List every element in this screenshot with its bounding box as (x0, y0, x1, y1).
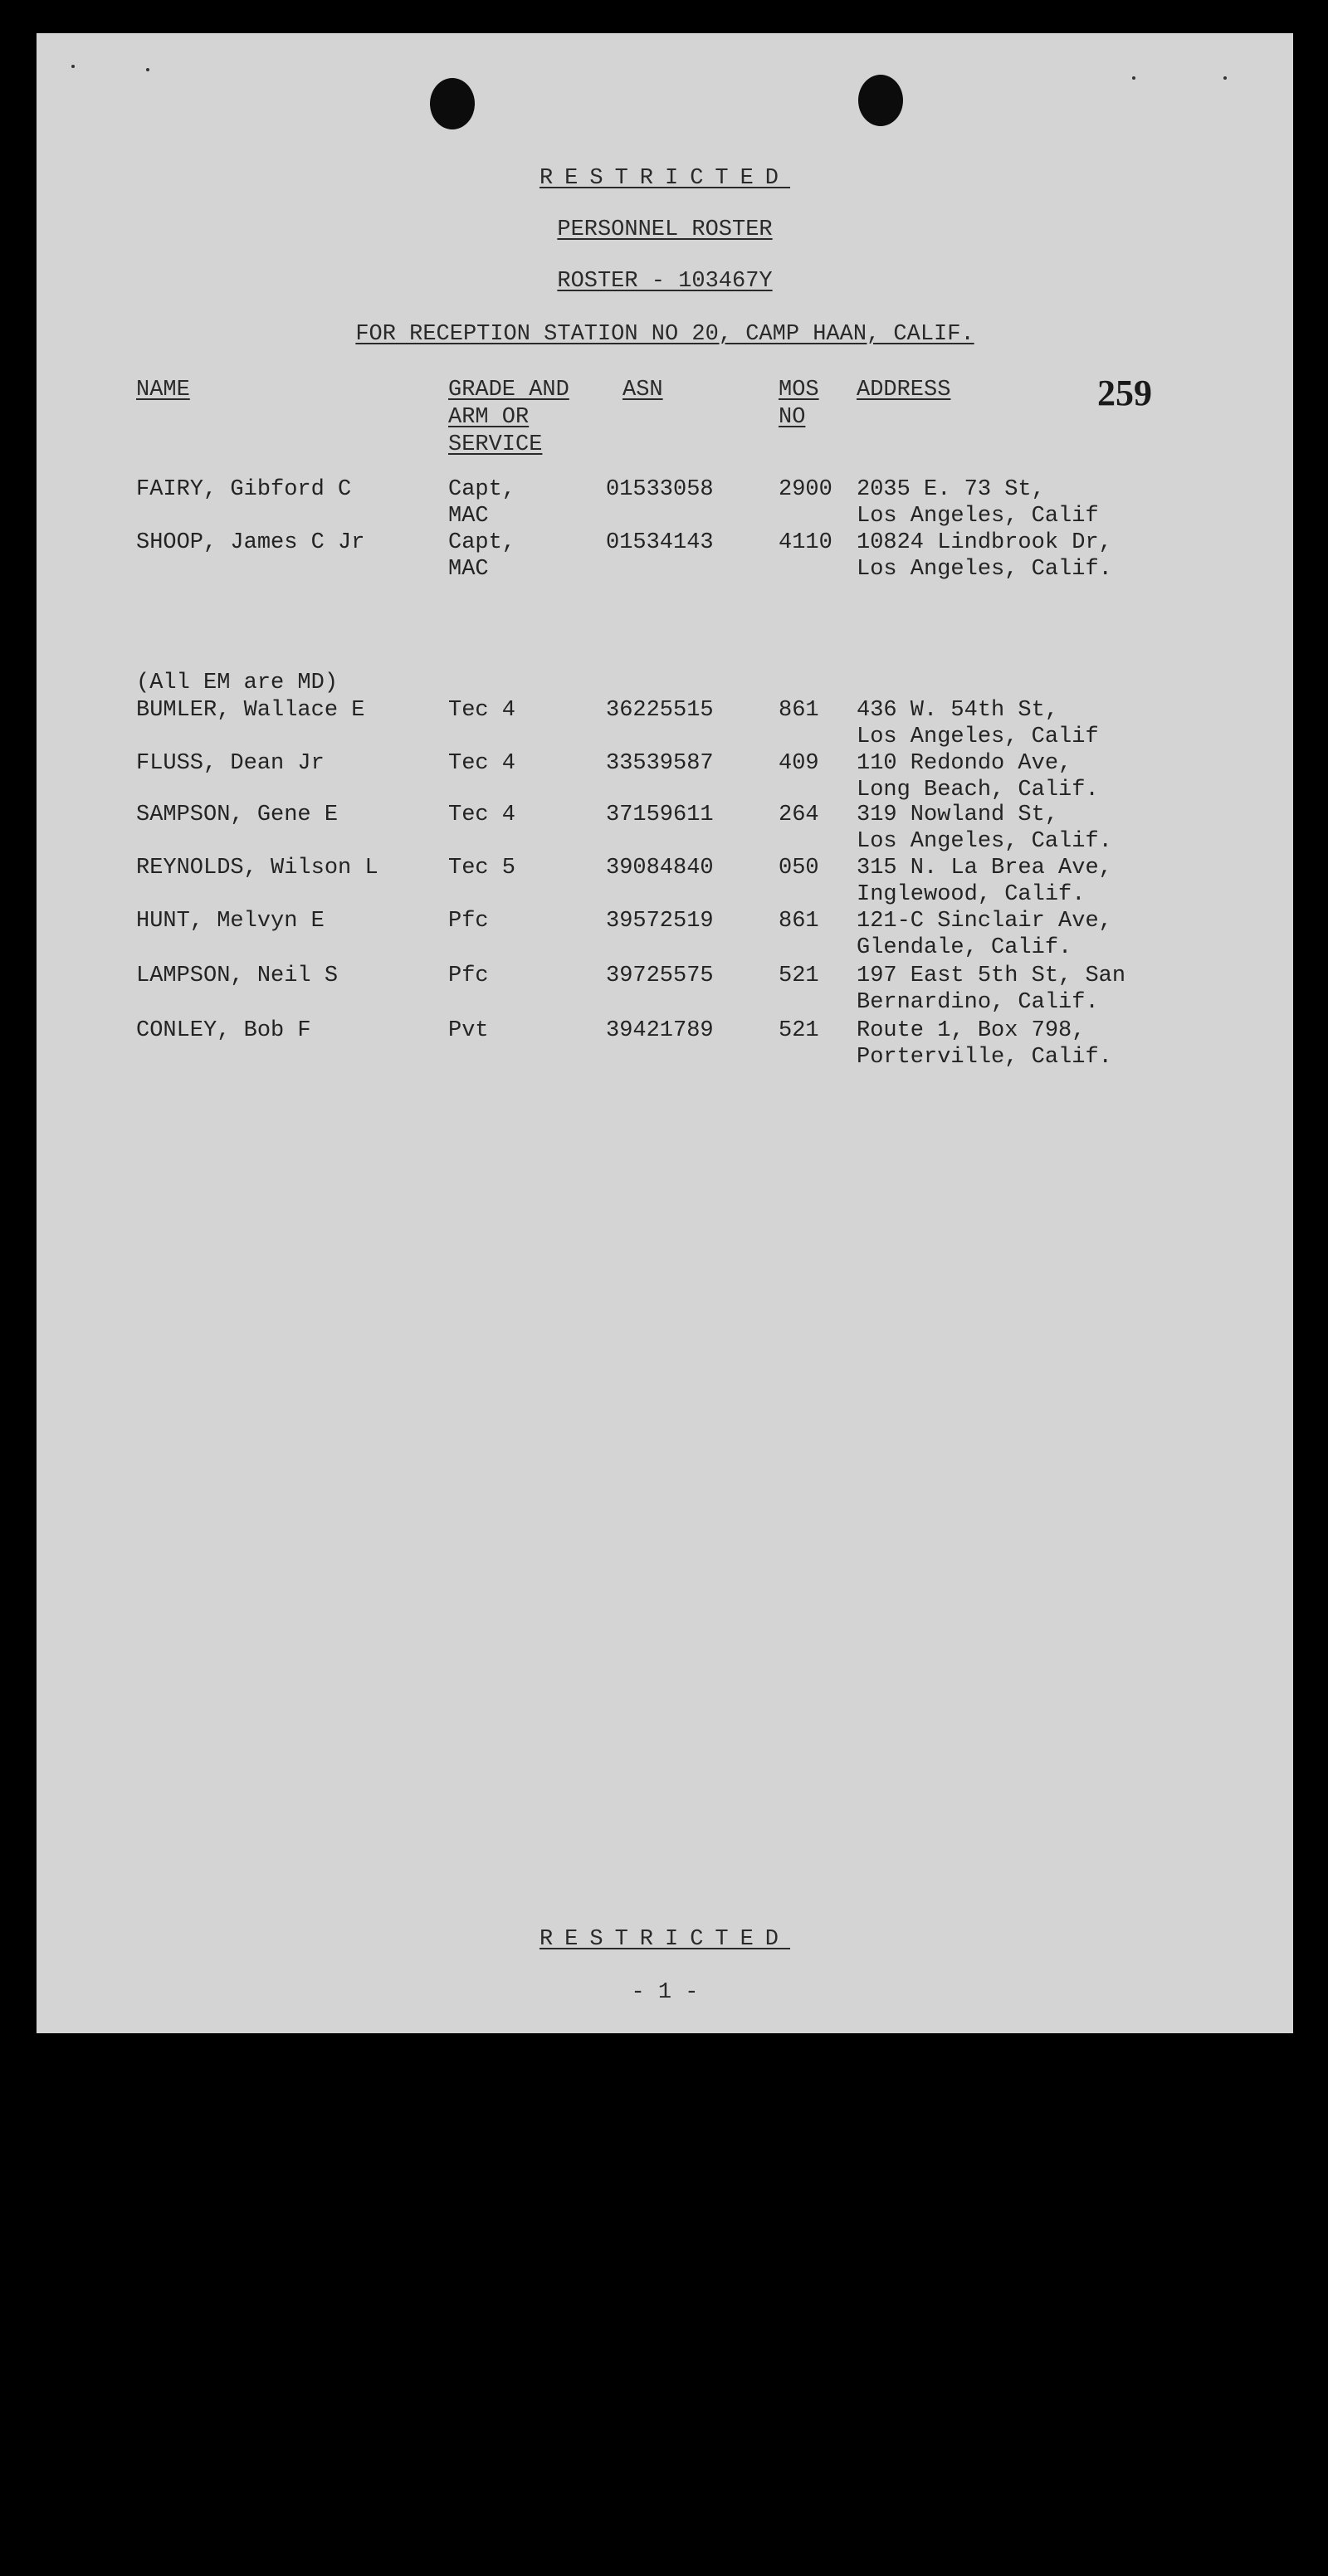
column-header-asn: ASN (622, 378, 663, 402)
cell-mos: 409 (779, 751, 819, 776)
table-row (37, 1017, 1293, 1071)
roster-title: PERSONNEL ROSTER (557, 217, 773, 242)
enlisted-note: (All EM are MD) (136, 671, 339, 695)
cell-asn: 37159611 (606, 803, 714, 827)
page-stamp: 259 (1097, 373, 1152, 413)
cell-address: 10824 Lindbrook Dr, Los Angeles, Calif. (857, 530, 1112, 582)
cell-asn: 01534143 (606, 530, 714, 555)
cell-name: SHOOP, James C Jr (136, 530, 365, 555)
paper-speck (146, 68, 149, 71)
paper-speck (1223, 76, 1227, 80)
cell-grade: Capt, MAC (448, 477, 516, 529)
table-row (37, 963, 1293, 1016)
cell-mos: 2900 (779, 477, 832, 502)
cell-grade: Tec 5 (448, 856, 516, 881)
cell-name: BUMLER, Wallace E (136, 698, 365, 723)
cell-name: LAMPSON, Neil S (136, 964, 339, 988)
cell-mos: 521 (779, 1018, 819, 1043)
cell-address: 110 Redondo Ave, Long Beach, Calif. (857, 751, 1099, 803)
document-page (37, 33, 1293, 2033)
column-header-mos: MOS NO (779, 378, 819, 430)
cell-asn: 39572519 (606, 909, 714, 934)
table-row (37, 750, 1293, 803)
classification-header: RESTRICTED (539, 166, 791, 191)
table-row (37, 908, 1293, 961)
cell-name: FAIRY, Gibford C (136, 477, 352, 502)
cell-mos: 521 (779, 964, 819, 988)
cell-name: CONLEY, Bob F (136, 1018, 311, 1043)
cell-grade: Tec 4 (448, 698, 516, 723)
cell-mos: 264 (779, 803, 819, 827)
cell-asn: 36225515 (606, 698, 714, 723)
cell-grade: Capt, MAC (448, 530, 516, 582)
cell-mos: 861 (779, 698, 819, 723)
column-header-grade: GRADE AND ARM OR SERVICE (448, 378, 569, 457)
paper-speck (1132, 76, 1135, 80)
cell-name: SAMPSON, Gene E (136, 803, 339, 827)
cell-address: 121-C Sinclair Ave, Glendale, Calif. (857, 909, 1112, 960)
cell-grade: Pvt (448, 1018, 489, 1043)
cell-address: 197 East 5th St, San Bernardino, Calif. (857, 964, 1126, 1015)
cell-name: HUNT, Melvyn E (136, 909, 325, 934)
cell-address: Route 1, Box 798, Porterville, Calif. (857, 1018, 1112, 1070)
cell-address: 319 Nowland St, Los Angeles, Calif. (857, 803, 1112, 854)
column-header-address: ADDRESS (857, 378, 951, 402)
cell-asn: 33539587 (606, 751, 714, 776)
paper-speck (71, 65, 75, 68)
cell-grade: Pfc (448, 964, 489, 988)
cell-grade: Pfc (448, 909, 489, 934)
cell-mos: 861 (779, 909, 819, 934)
cell-asn: 39725575 (606, 964, 714, 988)
table-row (37, 697, 1293, 750)
punch-hole-left (430, 78, 475, 129)
table-row (37, 802, 1293, 855)
cell-asn: 39084840 (606, 856, 714, 881)
column-header-name: NAME (136, 378, 190, 402)
table-row (37, 855, 1293, 908)
cell-address: 436 W. 54th St, Los Angeles, Calif (857, 698, 1099, 749)
page-number: - 1 - (631, 1980, 699, 2005)
cell-asn: 39421789 (606, 1018, 714, 1043)
cell-mos: 050 (779, 856, 819, 881)
cell-address: 315 N. La Brea Ave, Inglewood, Calif. (857, 856, 1112, 907)
cell-name: FLUSS, Dean Jr (136, 751, 325, 776)
cell-mos: 4110 (779, 530, 832, 555)
table-row (37, 529, 1293, 583)
cell-asn: 01533058 (606, 477, 714, 502)
table-row (37, 476, 1293, 529)
punch-hole-right (858, 75, 903, 126)
cell-name: REYNOLDS, Wilson L (136, 856, 378, 881)
classification-footer: RESTRICTED (539, 1927, 791, 1952)
cell-address: 2035 E. 73 St, Los Angeles, Calif (857, 477, 1099, 529)
cell-grade: Tec 4 (448, 803, 516, 827)
roster-number: ROSTER - 103467Y (557, 269, 773, 294)
station-line: FOR RECEPTION STATION NO 20, CAMP HAAN, CALIF. (355, 322, 974, 347)
cell-grade: Tec 4 (448, 751, 516, 776)
